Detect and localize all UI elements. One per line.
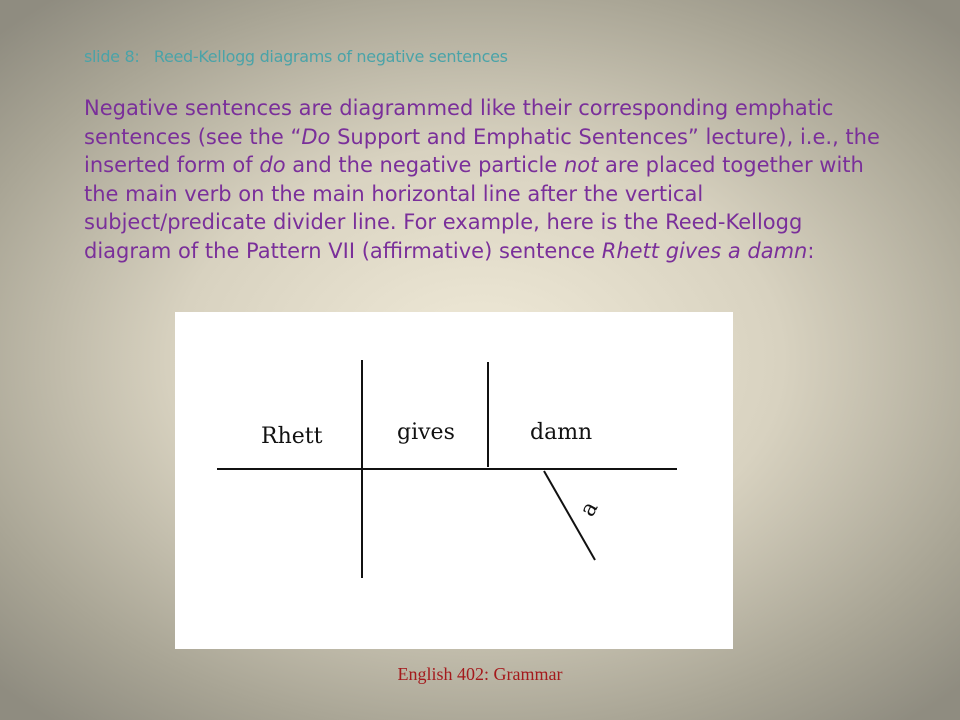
- subject-word: Rhett: [261, 424, 323, 449]
- body-text-4: are placed together with the main verb on the main horizontal line after the vertical subject/predicate divider line. For example, here is the Reed-Kellogg diagram of the Pattern VII (affirmative) sentence: [84, 153, 864, 263]
- slide-title: slide 8: Reed-Kellogg diagrams of negative sentences: [84, 47, 508, 66]
- body-text-1: Negative sentences are diagrammed like their corresponding emphatic sentences (see the “: [84, 96, 834, 149]
- diagram-svg: [175, 312, 733, 649]
- body-italic-example-sentence: Rhett gives a damn: [601, 238, 808, 263]
- verb-word: gives: [397, 420, 455, 445]
- body-text-2: Support and Emphatic Sentences” lecture), i.e., the inserted form of: [84, 124, 880, 177]
- body-italic-not: not: [563, 153, 599, 177]
- object-word: damn: [530, 420, 593, 445]
- body-italic-do-support: Do: [301, 124, 331, 149]
- modifier-word: a: [575, 497, 604, 521]
- body-text-3: and the negative particle: [285, 153, 564, 177]
- body-italic-do: do: [259, 153, 286, 177]
- body-text-5: :: [807, 238, 815, 263]
- body-paragraph: [84, 94, 884, 265]
- reed-kellogg-diagram: [175, 312, 733, 649]
- footer-course-title: English 402: Grammar: [397, 664, 563, 684]
